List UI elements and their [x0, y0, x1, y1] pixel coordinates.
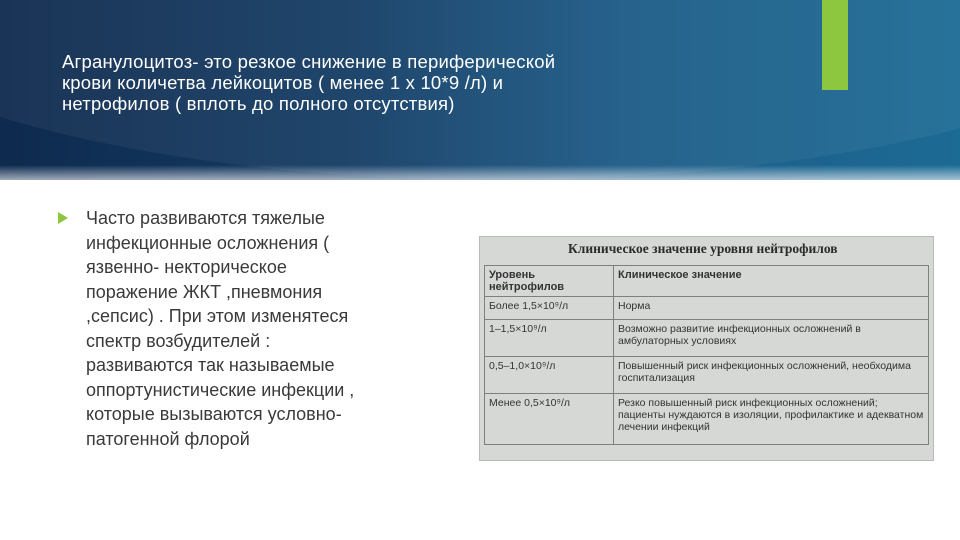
table-cell: Возможно развитие инфекционных осложнений в амбулаторных условиях: [614, 320, 929, 357]
column-header: Уровень нейтрофилов: [485, 266, 614, 297]
table-cell: 1–1,5×10⁹/л: [485, 320, 614, 357]
accent-bar: [822, 0, 848, 90]
neutrophil-table-image: [479, 236, 934, 461]
table-row: [485, 357, 929, 394]
table-cell: Норма: [614, 297, 929, 320]
table-row: [485, 394, 929, 445]
column-header: Клиническое значение: [614, 266, 929, 297]
bullet-text: Часто развиваются тяжелые инфекционные осложнения ( язвенно- некторическое поражение ЖКТ ,пневмония ,сепсис) . При этом изменятеся спектр возбудителей : развиваются так называемые оппортунистические инфекции , которые вызываются условно- патогенной флорой: [86, 208, 355, 449]
table-cell: Повышенный риск инфекционных осложнений, необходима госпитализация: [614, 357, 929, 394]
table-header-row: [485, 266, 929, 297]
neutrophil-table: [484, 265, 929, 445]
slide-title: Агранулоцитоз- это резкое снижение в периферической крови количетва лейкоцитов ( менее 1 х 10*9 /л) и нетрофилов ( вплоть до полного отсутствия): [62, 51, 556, 114]
bullet-triangle-icon: [58, 212, 68, 224]
table-cell: Более 1,5×10⁹/л: [485, 297, 614, 320]
table-cell: Менее 0,5×10⁹/л: [485, 394, 614, 445]
table-cell: 0,5–1,0×10⁹/л: [485, 357, 614, 394]
table-row: [485, 320, 929, 357]
banner-fade: [0, 165, 960, 180]
table-row: [485, 297, 929, 320]
table-caption: Клиническое значение уровня нейтрофилов: [568, 241, 838, 256]
table-cell: Резко повышенный риск инфекционных осложнений; пациенты нуждаются в изоляции, профилактике и адекватном лечении инфекций: [614, 394, 929, 445]
